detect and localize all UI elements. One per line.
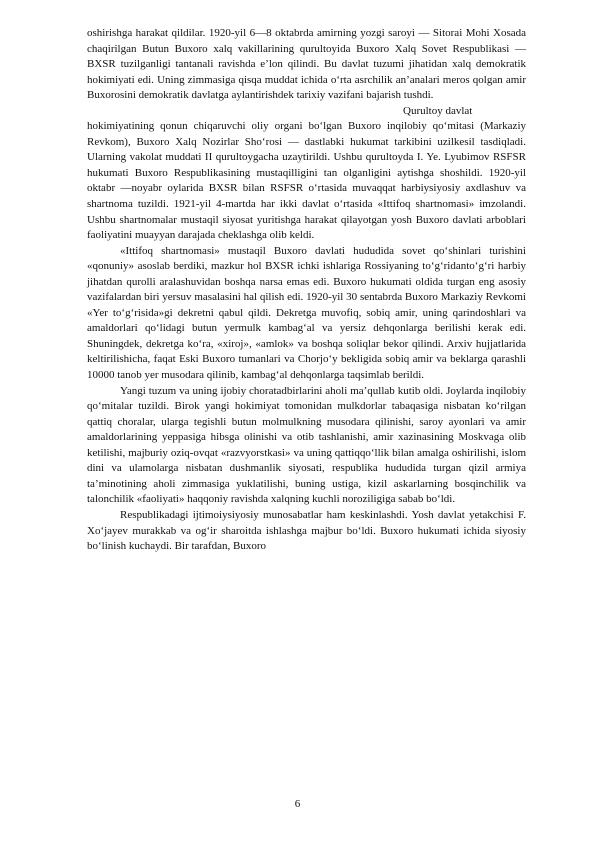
paragraph-5: Respublikadagi ijtimoiysiyosiy munosabatlar ham keskinlashdi. Yosh davlat yetakchisi F. Xo‘jayev murakkab va og‘ir sharoitda ishlashga majbur bo‘ldi. Buxoro hukumati ichida siyosiy bo‘linish kuchaydi. Bir tarafdan, Buxoro bbox=[87, 508, 526, 553]
paragraph-4: Yangi tuzum va uning ijobiy choratadbirlarini aholi ma’qullab kutib oldi. Joylarda inqilobiy qo‘mitalar tuzildi. Birok yangi hokimiyat tomonidan mulkdorlar tabaqasiga nisbatan ko‘rilgan qattiq choralar, ularga tegishli butun molmulkning musodara qilinishi, saroy ayonlari va amir amaldorlarining yeppasiga hibsga olinishi va otib tashlanishi, amir xazinasining Moskvaga olib ketilishi, majburiy oziq-ovqat «razvyorstkasi» va uning qattiqqo‘llik bilan amalga oshirilishi, islom dini va ulamolarga nisbatan dushmanlik siyosati, respublika hududida turgan qizil armiya ta’minotining aholi zimmasiga yuklatilishi, buning ustiga, kizil askarlarning bosqinchilik va talonchilik «faoliyati» haqqoniy ravishda xalqning kuchli noroziligiga sabab bo‘ldi. bbox=[87, 384, 526, 506]
paragraph-2-heading-line: Qurultoy davlat bbox=[403, 104, 473, 117]
document-page bbox=[87, 26, 526, 555]
paragraph-2: hokimiyatining qonun chiqaruvchi oliy organi bo‘lgan Buxoro inqilobiy qo‘mitasi (Markaziy Revkom), Buxoro Xalq Nozirlar Sho‘rosi — dastlabki hukumat tarkibini uzilkesil tasdiqladi. Ularning vakolat muddati II qurultoygacha uzaytirildi. Ushbu qurultoyda I. Ye. Lyubimov RSFSR hukumati Buxoro Respublikasining mustaqilligini tan olganligini aytishga shoshildi. 1920-yil oktabr —noyabr oylarida BXSR bilan RSFSR o‘rtasida muvaqqat harbiysiyosiy axdlashuv va shartnoma tuzildi. 1921-yil 4-martda har ikki davlat o‘rtasida «Ittifoq shartnomasi» imzolandi. Ushbu shartnomalar mustaqil siyosat yuritishga harakat qilayotgan yosh Buxoro davlati arboblari faoliyatini muayyan darajada cheklashga olib keldi. bbox=[87, 120, 526, 242]
page-number: 6 bbox=[294, 798, 301, 810]
paragraph-1: oshirishga harakat qildilar. 1920-yil 6—8 oktabrda amirning yozgi saroyi — Sitorai Mohi Xosada chaqirilgan Butun Buxoro xalq vakillarining qurultoyida Buxoro Xalq Sovet Respublikasi — BXSR tuzilganligi tantanali ravishda e’lon qilindi. Bu davlat tuzumi jihatidan xalq demokratik hokimiyati edi. Uning zimmasiga qisqa muddat ichida o‘rta asrchilik an’analari meros qolgan amir Buxorosini demokratik davlatga aylantirishdek tarixiy vazifani bajarish tushdi. bbox=[87, 27, 526, 102]
paragraph-3: «Ittifoq shartnomasi» mustaqil Buxoro davlati hududida sovet qo‘shinlari turishini «qonuniy» asoslab berdiki, mazkur hol BXSR ichki ishlariga Rossiyaning to‘g‘ridanto‘g‘ri harbiy jihatdan qurolli aralashuvidan boshqa narsa emas edi. Buxoro hukumati oldida turgan eng asosiy vazifalardan biri yersuv masalasini hal qilish edi. 1920-yil 30 sentabrda Buxoro Markaziy Revkomi «Yer to‘g‘risida»gi dekretni qabul qildi. Dekretga muvofiq, sobiq amir, uning qarindoshlari va amaldorlari qo‘lidagi butun yermulk kambag‘al va yersiz dehqonlarga berilishi kerak edi. Shuningdek, dekretga ko‘ra, «xiroj», «amlok» va boshqa soliqlar bekor qilindi. Arxiv hujjatlarida keltirilishicha, faqat Eski Buxoro tumanlari va Chorjo‘y bekligida sobiq amir va beklarga qarashli 10000 tanob yer musodara qilinib, kambag‘al dehqonlarga taqsimlab berildi. bbox=[87, 244, 526, 382]
